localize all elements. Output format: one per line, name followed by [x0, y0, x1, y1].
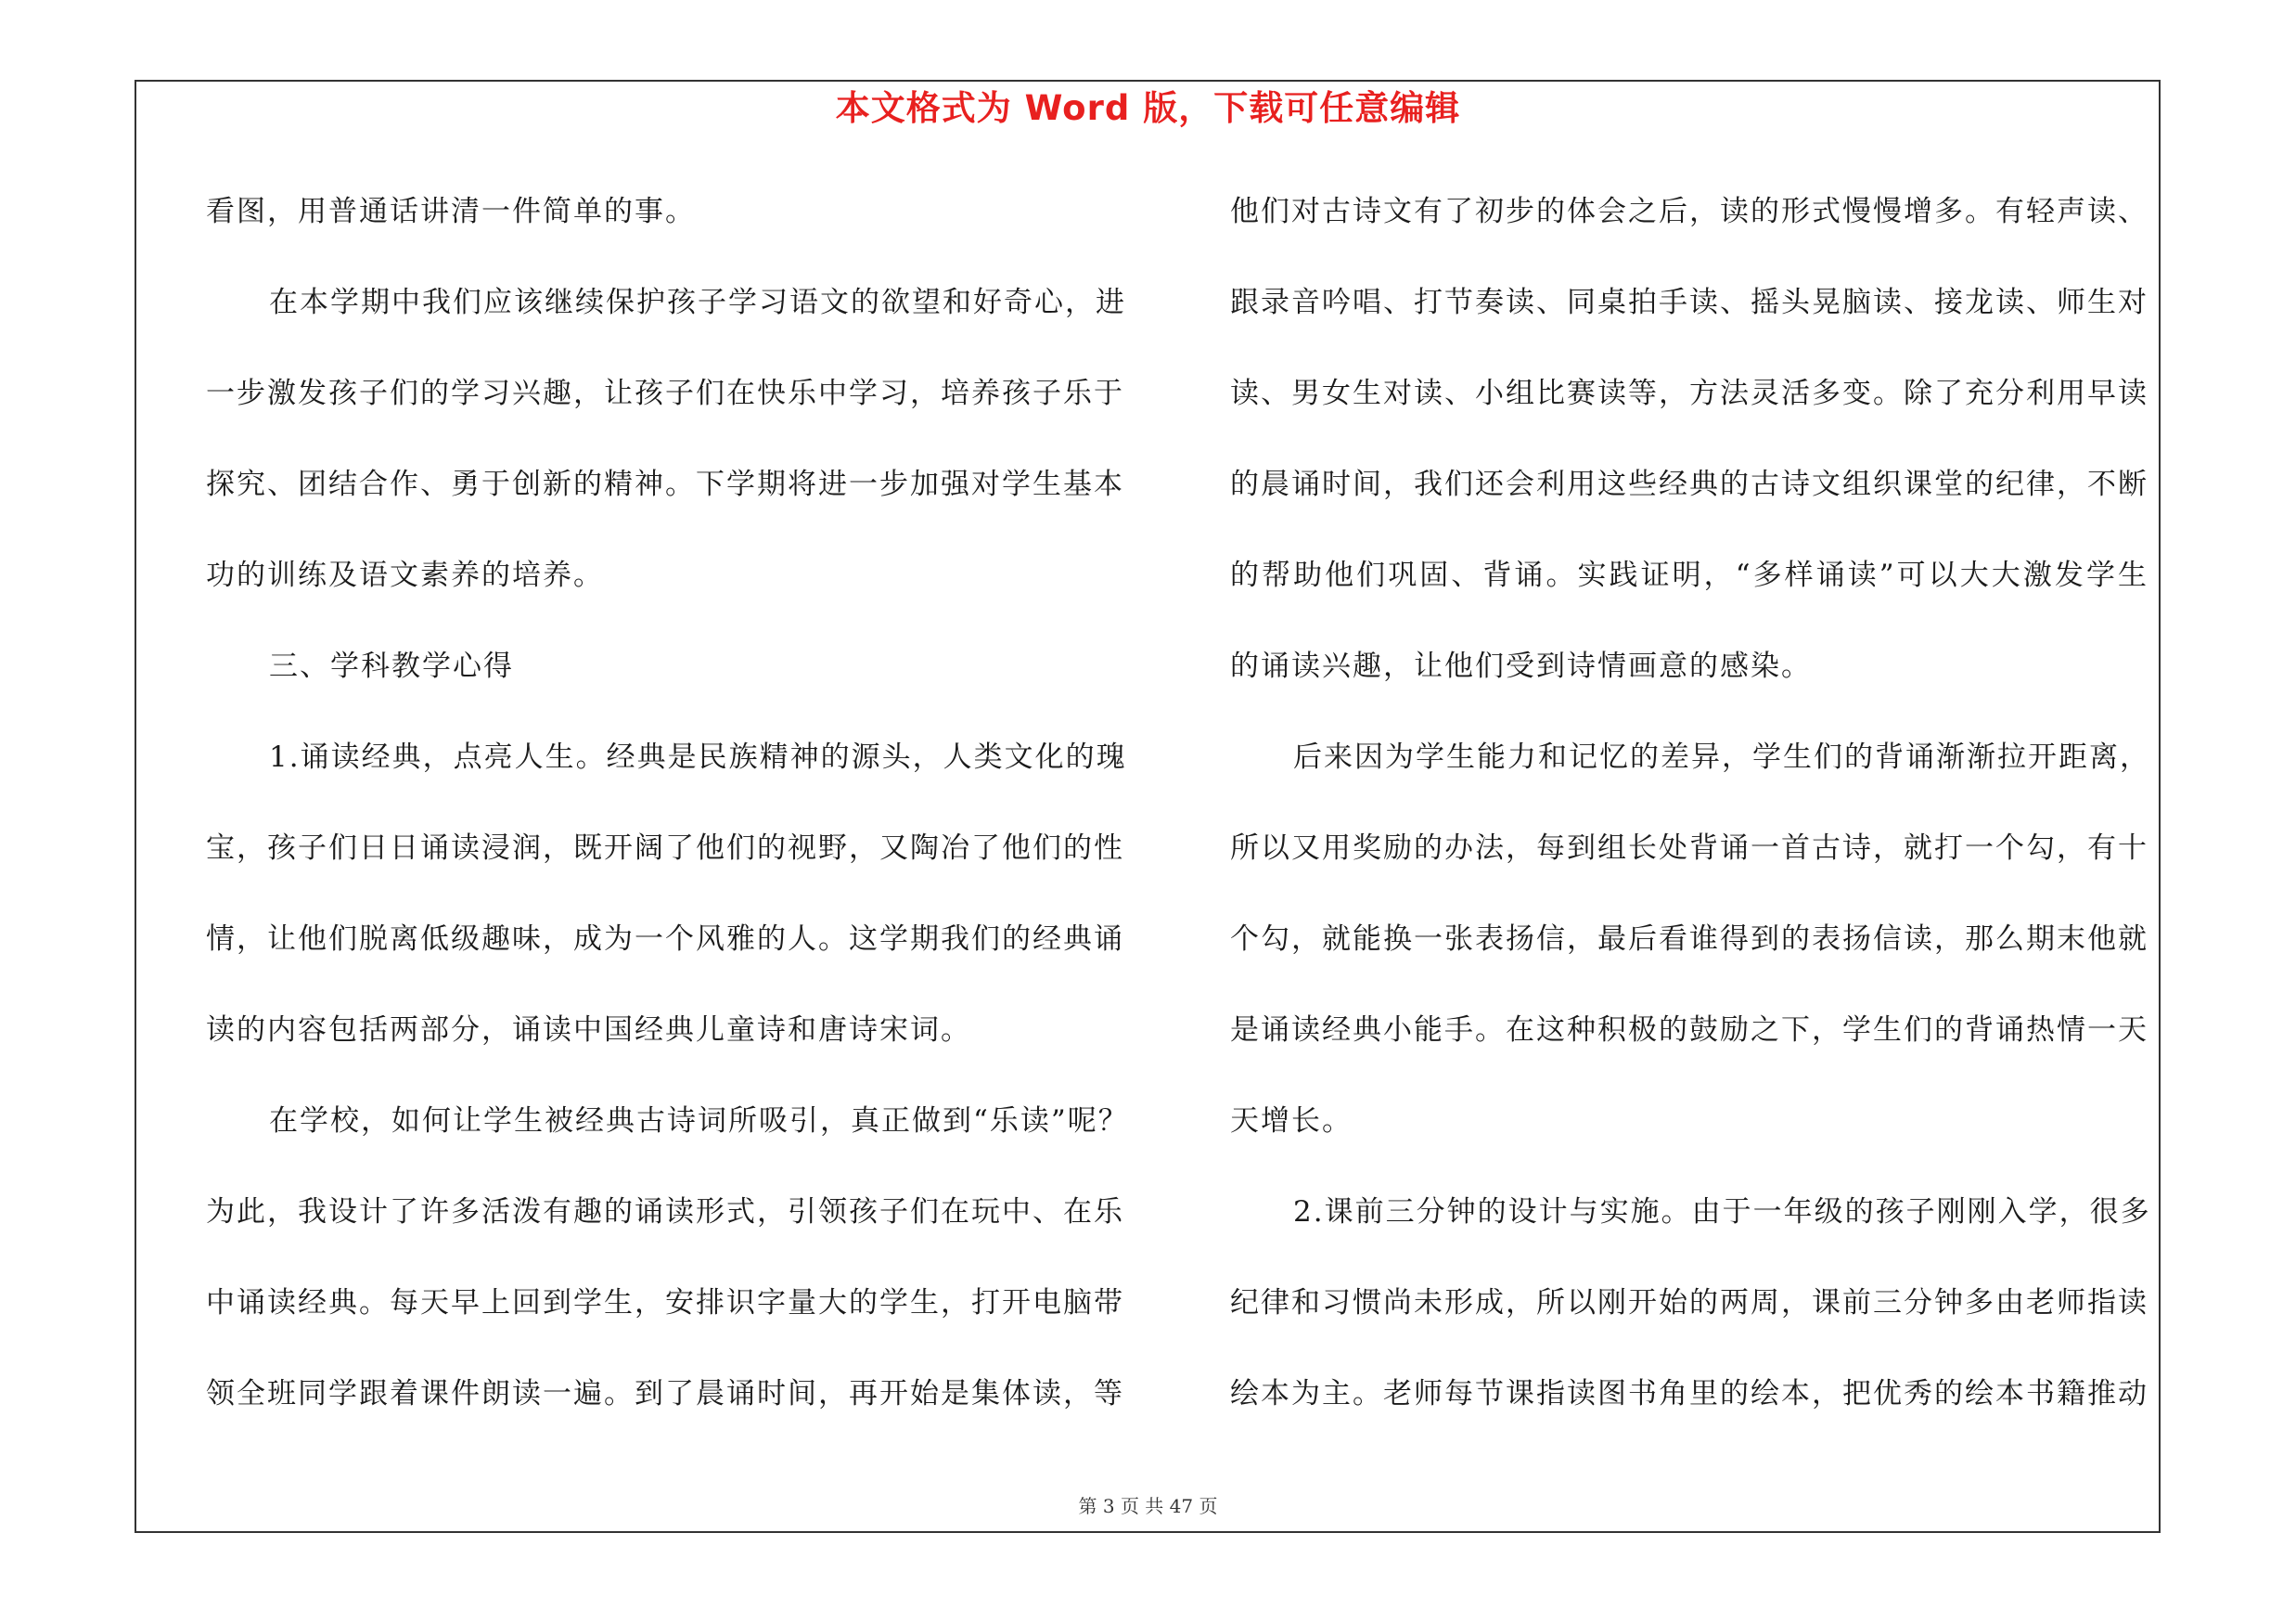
- text-line: 2.课前三分钟的设计与实施。由于一年级的孩子刚刚入学，很多: [1293, 1195, 2151, 1229]
- text-line: 为此，我设计了许多活泼有趣的诵读形式，引领孩子们在玩中、在乐: [206, 1195, 1124, 1229]
- text-line: 天增长。: [1230, 1104, 1353, 1138]
- text-line: 领全班同学跟着课件朗读一遍。到了晨诵时间，再开始是集体读，等: [206, 1377, 1124, 1410]
- left-text-column: [206, 184, 1129, 1457]
- text-line: 跟录音吟唱、打节奏读、同桌拍手读、摇头晃脑读、接龙读、师生对: [1230, 286, 2148, 319]
- text-line: 三、学科教学心得: [269, 650, 514, 683]
- page-number-footer: 第 3 页 共 47 页: [1078, 1495, 1218, 1517]
- text-line: 后来因为学生能力和记忆的差异，学生们的背诵渐渐拉开距离，: [1293, 741, 2150, 774]
- text-line: 绘本为主。老师每节课指读图书角里的绘本，把优秀的绘本书籍推动: [1230, 1377, 2148, 1410]
- text-line: 情，让他们脱离低级趣味，成为一个风雅的人。这学期我们的经典诵: [206, 922, 1124, 956]
- format-banner: 本文格式为 Word 版，下载可任意编辑: [835, 88, 1461, 128]
- right-text-column: [1230, 184, 2151, 1457]
- text-line: 1.诵读经典，点亮人生。经典是民族精神的源头，人类文化的瑰: [269, 741, 1127, 774]
- text-line: 功的训练及语文素养的培养。: [206, 559, 604, 592]
- text-line: 所以又用奖励的办法，每到组长处背诵一首古诗，就打一个勾，有十: [1230, 831, 2148, 865]
- text-line: 探究、团结合作、勇于创新的精神。下学期将进一步加强对学生基本: [206, 468, 1124, 501]
- text-line: 看图，用普通话讲清一件简单的事。: [206, 195, 696, 228]
- text-line: 一步激发孩子们的学习兴趣，让孩子们在快乐中学习，培养孩子乐于: [206, 377, 1124, 410]
- text-line: 是诵读经典小能手。在这种积极的鼓励之下，学生们的背诵热情一天: [1230, 1013, 2148, 1047]
- text-line: 的诵读兴趣，让他们受到诗情画意的感染。: [1230, 650, 1812, 683]
- text-line: 在本学期中我们应该继续保护孩子学习语文的欲望和好奇心，进: [269, 286, 1126, 319]
- text-line: 纪律和习惯尚未形成，所以刚开始的两周，课前三分钟多由老师指读: [1230, 1286, 2148, 1320]
- text-line: 宝，孩子们日日诵读浸润，既开阔了他们的视野，又陶冶了他们的性: [206, 831, 1124, 865]
- text-line: 在学校，如何让学生被经典古诗词所吸引，真正做到“乐读”呢？: [269, 1104, 1129, 1138]
- text-line: 的帮助他们巩固、背诵。实践证明，“多样诵读”可以大大激发学生: [1230, 559, 2148, 592]
- text-line: 中诵读经典。每天早上回到学生，安排识字量大的学生，打开电脑带: [206, 1286, 1124, 1320]
- text-line: 他们对古诗文有了初步的体会之后，读的形式慢慢增多。有轻声读、: [1230, 195, 2148, 228]
- text-line: 读、男女生对读、小组比赛读等，方法灵活多变。除了充分利用早读: [1230, 377, 2148, 410]
- text-line: 读的内容包括两部分，诵读中国经典儿童诗和唐诗宋词。: [206, 1013, 971, 1047]
- text-line: 的晨诵时间，我们还会利用这些经典的古诗文组织课堂的纪律，不断: [1230, 468, 2148, 501]
- text-line: 个勾，就能换一张表扬信，最后看谁得到的表扬信读，那么期末他就: [1230, 922, 2148, 956]
